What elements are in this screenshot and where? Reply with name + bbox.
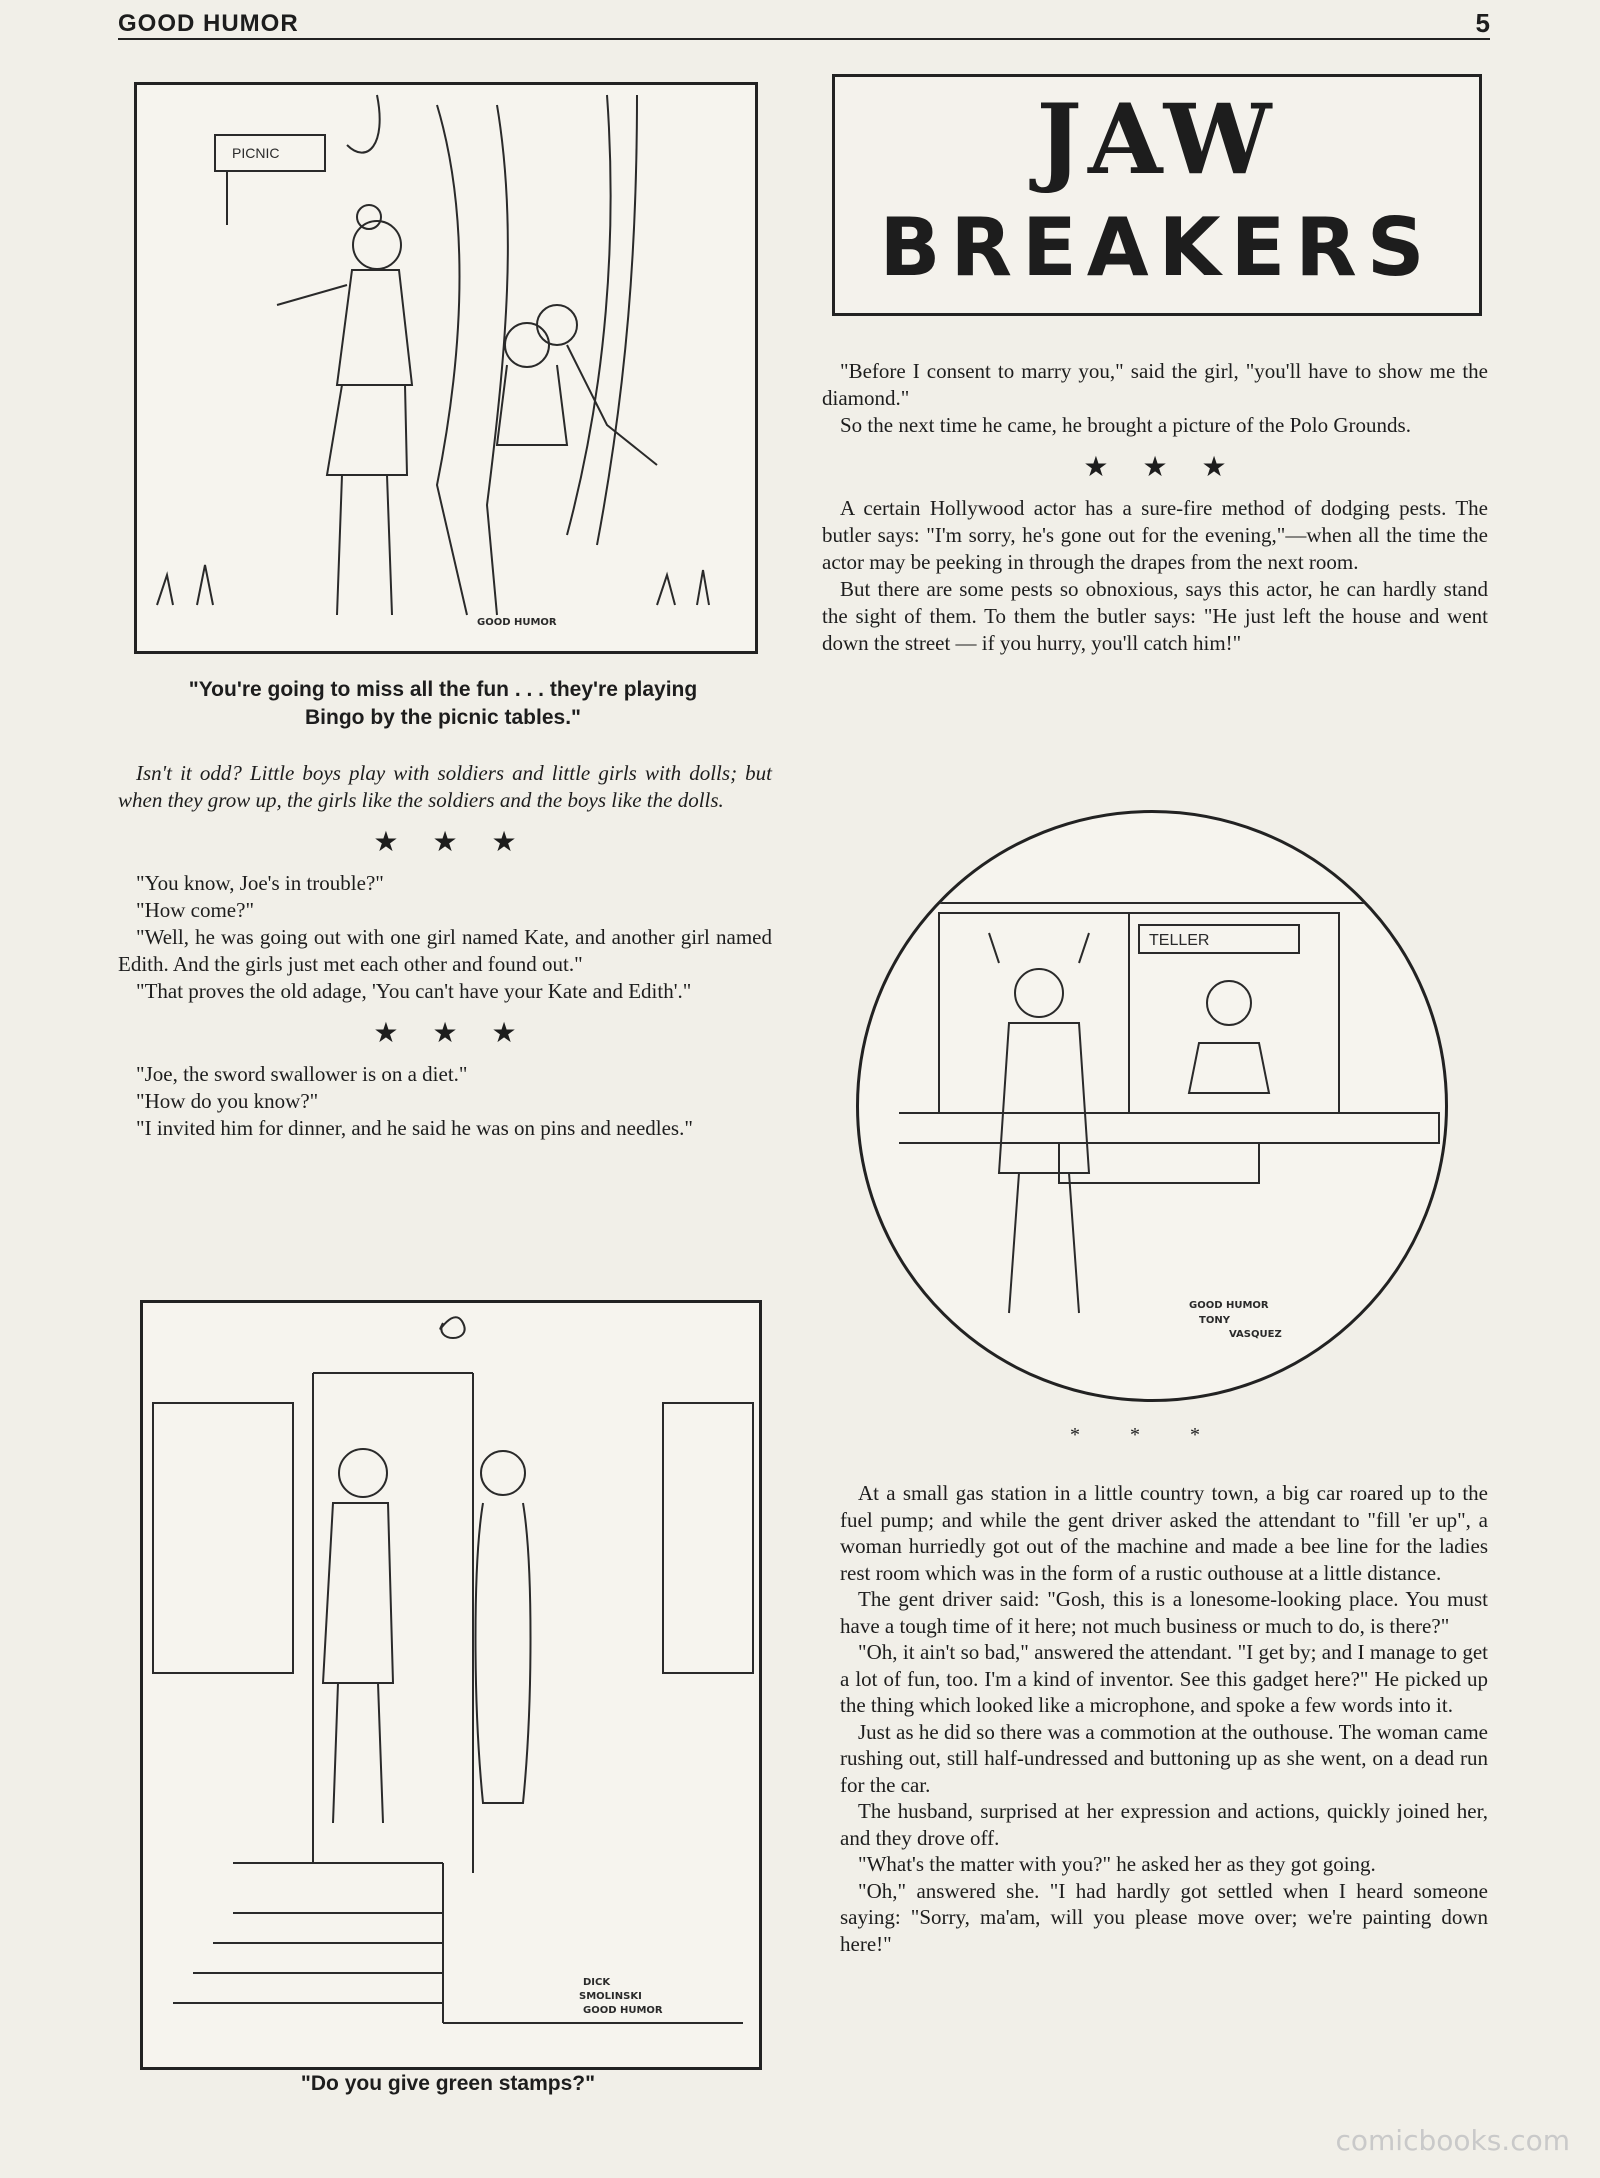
cartoon-doorway — [140, 1300, 762, 2070]
cartoon-teller — [856, 810, 1448, 1402]
joke-kate-line-4: "That proves the old adage, 'You can't have your Kate and Edith'." — [136, 979, 692, 1003]
story-paragraph-4: Just as he did so there was a commotion at the outhouse. The woman came rushing out, still half-undressed and buttoning up as she went, on a dead run for the car. — [840, 1719, 1488, 1797]
story-paragraph-6: "What's the matter with you?" he asked her as they got going. — [858, 1852, 1376, 1876]
star-divider: ★★★ — [373, 1018, 551, 1049]
cartoon-picnic — [134, 82, 758, 654]
cartoon-picnic-drawing — [137, 85, 755, 651]
joke-polo-grounds: So the next time he came, he brought a picture of the Polo Grounds. — [840, 413, 1411, 437]
story-paragraph-7: "Oh," answered she. "I had hardly got settled when I heard someone saying: "Sorry, ma'am, will you please move over; we're painting down here!" — [840, 1878, 1488, 1956]
story-paragraph-3: "Oh, it ain't so bad," answered the attendant. "I get by; and I manage to get a lot of fun, too. I'm a kind of inventor. See this gadget here?" He picked up the thing which looked like a microphone, and spoke a few words into it. — [840, 1640, 1488, 1717]
joke-sword-line-3: "I invited him for dinner, and he said he was on pins and needles." — [136, 1116, 693, 1140]
joke-hollywood-2: But there are some pests so obnoxious, says this actor, he can hardly stand the sight of them. To them the butler says: "He just left the house and went down the street — if you hurry, you'll catch him!" — [822, 577, 1488, 655]
joke-sword-line-2: "How do you know?" — [136, 1089, 319, 1113]
joke-odd: Isn't it odd? Little boys play with soldiers and little girls with dolls; but when they grow up, the girls like the soldiers and the boys like the dolls. — [118, 761, 772, 812]
joke-hollywood-1: A certain Hollywood actor has a sure-fire method of dodging pests. The butler says: "I'm sorry, he's gone out for the evening,"—when all the time the actor may be peeking in through the drapes from the next room. — [822, 496, 1488, 574]
page-number: 5 — [1475, 8, 1490, 38]
story-paragraph-2: The gent driver said: "Gosh, this is a lonesome-looking place. You must have a tough time of it here; not much business or much to do, is there?" — [840, 1587, 1488, 1638]
cartoon-doorway-signature-2: SMOLINSKI — [579, 1991, 642, 2002]
cartoon-doorway-drawing — [143, 1303, 759, 2067]
page-header — [118, 8, 1490, 40]
joke-sword-line-1: "Joe, the sword swallower is on a diet." — [136, 1062, 468, 1086]
story-paragraph-5: The husband, surprised at her expression and actions, quickly joined her, and they drove off. — [840, 1799, 1488, 1850]
caption-line-1: "You're going to miss all the fun . . . they're playing — [188, 678, 698, 701]
joke-kate-line-2: "How come?" — [136, 898, 255, 922]
cartoon-picnic-signature: GOOD HUMOR — [477, 617, 557, 628]
joke-kate-line-1: "You know, Joe's in trouble?" — [136, 871, 384, 895]
jaw-breakers-title-line-2: BREAKERS — [879, 201, 1435, 294]
cartoon-doorway-caption: "Do you give green stamps?" — [300, 2072, 596, 2095]
story-paragraph-1: At a small gas station in a little country town, a big car roared up to the fuel pump; and while the gent driver asked the attendant to "fill 'er up", a woman hurriedly got out of the machine and made a bee line for the ladies rest room which was in the form of a rustic outhouse at a little distance. — [840, 1481, 1488, 1585]
cartoon-teller-drawing — [859, 813, 1445, 1399]
cartoon-picnic-caption — [134, 676, 752, 732]
star-divider: ★★★ — [373, 827, 551, 858]
cartoon-teller-signature-1: GOOD HUMOR — [1189, 1300, 1269, 1311]
jaw-breakers-title-line-1: JAW — [1036, 83, 1278, 196]
picnic-sign-text: PICNIC — [232, 145, 280, 161]
star-divider-small: *** — [1070, 1424, 1250, 1446]
joke-kate-line-3: "Well, he was going out with one girl named Kate, and another girl named Edith. And the girls just met each other and found out." — [118, 925, 772, 976]
magazine-title: GOOD HUMOR — [118, 10, 299, 37]
cartoon-doorway-signature-1: DICK — [583, 1977, 611, 1988]
site-watermark: comicbooks.com — [1335, 2124, 1570, 2157]
teller-sign-text: TELLER — [1149, 932, 1210, 949]
cartoon-doorway-signature-3: GOOD HUMOR — [583, 2005, 663, 2016]
cartoon-teller-signature-3: VASQUEZ — [1229, 1329, 1282, 1340]
cartoon-teller-signature-2: TONY — [1199, 1315, 1230, 1326]
right-jokes-column — [822, 358, 1488, 657]
caption-line-2: Bingo by the picnic tables." — [305, 706, 581, 729]
gas-station-story — [840, 1480, 1488, 1957]
joke-diamond: "Before I consent to marry you," said the girl, "you'll have to show me the diamond." — [822, 359, 1488, 410]
jaw-breakers-title-box — [832, 74, 1482, 316]
left-jokes-column — [118, 760, 772, 1142]
star-divider: ★★★ — [1083, 452, 1261, 483]
